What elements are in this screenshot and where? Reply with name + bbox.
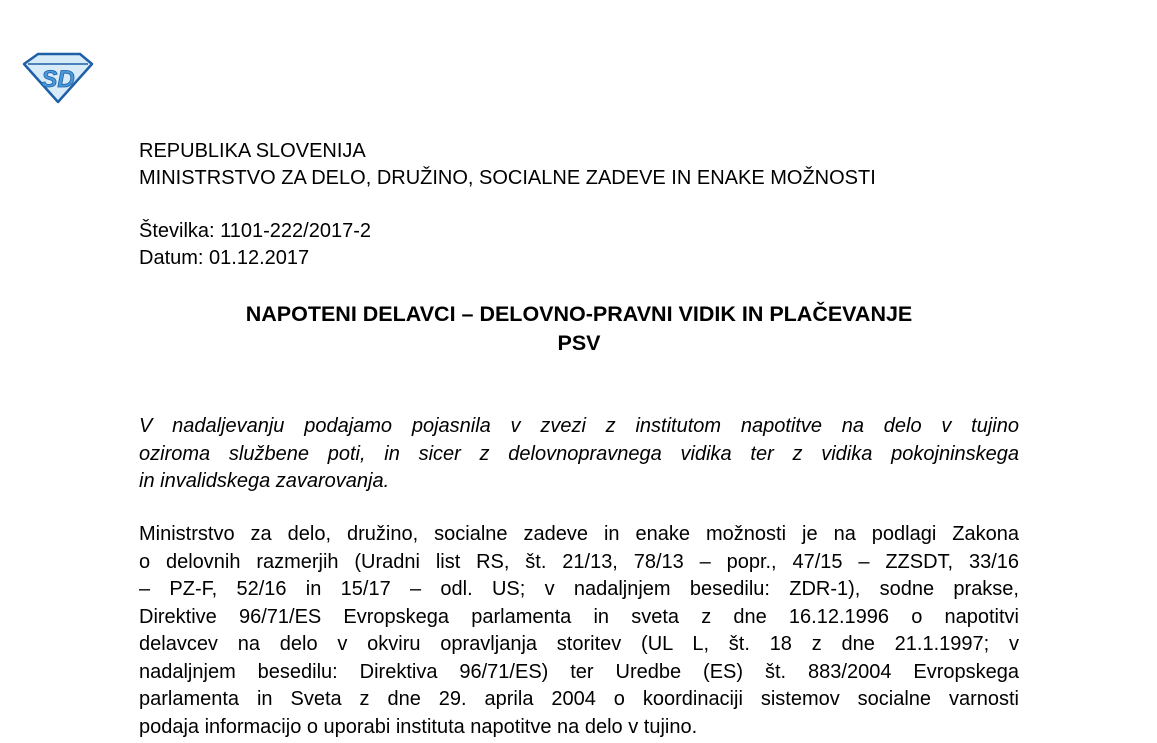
body-line: parlamenta in Sveta z dne 29. aprila 2004 o koordinaciji sistemov socialne varnosti [139, 688, 1019, 710]
body-line: o delovnih razmerjih (Uradni list RS, št. 21/13, 78/13 – popr., 47/15 – ZZSDT, 33/16 [139, 550, 1019, 573]
document-number: Številka: 1101-222/2017-2 [139, 220, 372, 242]
document-date: Datum: 01.12.2017 [139, 247, 310, 269]
body-line: delavcev na delo v okviru opravljanja storitev (UL L, št. 18 z dne 21.1.1997; v [139, 633, 1019, 655]
document-meta [139, 218, 371, 272]
title-line-1: NAPOTENI DELAVCI – DELOVNO-PRAVNI VIDIK IN PLAČEVANJE [245, 302, 913, 326]
ministry-logo [20, 50, 96, 104]
country-name: REPUBLIKA SLOVENIJA [139, 140, 366, 162]
title-line-2: PSV [557, 331, 601, 355]
body-line: Direktive 96/71/ES Evropskega parlamenta in sveta z dne 16.12.1996 o napotitvi [139, 605, 1019, 628]
body-paragraph [139, 521, 1019, 741]
intro-line: V nadaljevanju podajamo pojasnila v zvezi z institutom napotitve na delo v tujino [139, 415, 1019, 437]
body-line: podaja informacijo o uporabi instituta napotitve na delo v tujino. [139, 715, 698, 738]
logo-text: SD [41, 66, 75, 93]
body-line: – PZ-F, 52/16 in 15/17 – odl. US; v nadaljnjem besedilu: ZDR-1), sodne prakse, [139, 578, 1019, 600]
body-line: Ministrstvo za delo, družino, socialne zadeve in enake možnosti je na podlagi Zakona [139, 523, 1019, 545]
ministry-name: MINISTRSTVO ZA DELO, DRUŽINO, SOCIALNE ZADEVE IN ENAKE MOŽNOSTI [139, 167, 876, 189]
body-line: nadaljnjem besedilu: Direktiva 96/71/ES) ter Uredbe (ES) št. 883/2004 Evropskega [139, 660, 1019, 683]
document-title [139, 300, 1019, 358]
intro-line: in invalidskega zavarovanja. [139, 470, 390, 492]
ministry-logo-icon [20, 50, 96, 104]
intro-line: oziroma službene poti, in sicer z delovnopravnega vidika ter z vidika pokojninskega [139, 442, 1019, 465]
intro-paragraph [139, 413, 1019, 496]
document-header [139, 138, 876, 192]
